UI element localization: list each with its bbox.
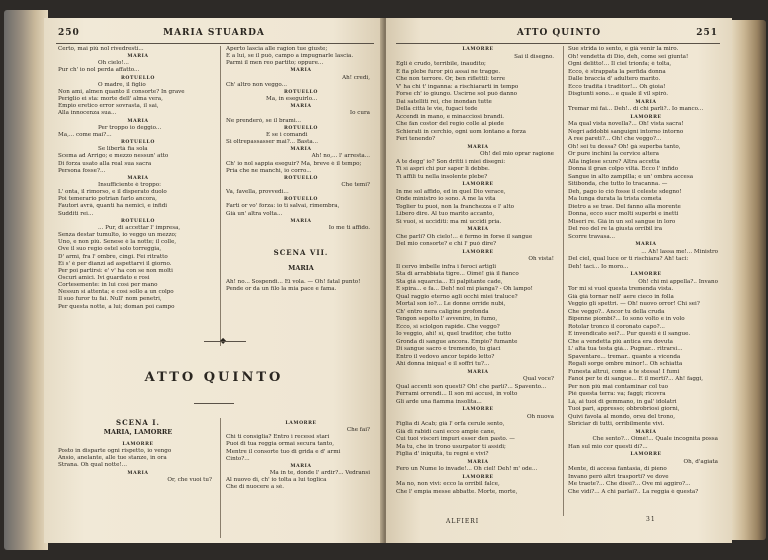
- verse-line: Ah! no... Sospendi... Ei vola. — Oh! fatal punto!: [226, 279, 361, 285]
- verse-line: E a lui, se il può, campo a impugnarle lascia.: [226, 53, 354, 60]
- verse-line: Certo, mai più nol rivedresti...: [58, 46, 144, 52]
- verse-line: Aperto lascia alle ragion tue giuste;: [226, 46, 328, 52]
- verse-line: Tengon sepolto l' avvenire, in fumo,: [396, 316, 498, 322]
- verse-line: Oscuri amici. Ivi guardato e rosi: [58, 275, 150, 281]
- right-column-1: [396, 46, 560, 496]
- speaker-name: LAMORRE: [630, 114, 662, 120]
- verse-line: Io me ti affido.: [328, 224, 370, 231]
- verse-line: Già di rabidi cani ecco ampie cane,: [396, 428, 496, 435]
- verse-line: Ahi donna iniqua! e il soffri tu?...: [396, 361, 490, 367]
- verse-line: Gronda di sangue ancora. Empio? fumante: [396, 338, 518, 345]
- verse-line: Sta di arrabbiata tigre... Oimè! già il fianco: [396, 271, 519, 277]
- verse-line: V' ha chi t' inganna: a rischiararti in tempo: [396, 83, 519, 90]
- speaker-name: MARIA: [290, 104, 312, 110]
- scene-title: SCENA I.: [116, 418, 160, 427]
- scene-1-lines-col2: [226, 420, 376, 492]
- verse-line: Accendi in mano, e minacciosi brandi.: [396, 113, 505, 120]
- verse-line: Oh! chi mi appella?.. Invano: [638, 278, 718, 285]
- header-rule: [396, 43, 720, 44]
- verse-line: Chi ti consiglia? Entro i recessi stari: [226, 434, 330, 441]
- verse-line: Sue strida io sento, e già venir la miro.: [568, 46, 679, 52]
- verse-line: Ei s' è per dianzi ad aspettarvi il giorno.: [58, 260, 172, 267]
- verse-line: Di forza usato alla real sua sacra: [58, 160, 152, 167]
- verse-line: Oh, d'agiata: [683, 458, 718, 465]
- speaker-name: ROTUELLO: [120, 75, 155, 81]
- verse-line: Oh vista!: [528, 256, 554, 262]
- verse-line: Bipenne piombi?... Io sono volto e in volo: [568, 316, 685, 322]
- verse-line: Va, favella, provvedi...: [226, 189, 289, 196]
- verse-line: Si oltrepassasser mai?... Basta...: [226, 139, 319, 146]
- verse-line: Or pure inchini la cervice altera: [568, 151, 659, 157]
- speaker-name: LAMORRE: [630, 272, 662, 277]
- verse-line: Mortal son io?... Le donne orride nubi,: [396, 301, 506, 307]
- verse-line: Che vidi?... A chi parlai?.. La reggia è questa?: [568, 488, 699, 495]
- verse-line: L' alta tua testa già... Pugnar... ritrarsi...: [568, 346, 683, 352]
- verse-line: Il suo furor tu fai. Null' nom penetri,: [58, 296, 162, 303]
- verse-line: Gli arde una fiamma insolita...: [396, 398, 482, 405]
- verse-line: Forse ch' io giungo. Uscirne sol può danno: [396, 91, 518, 97]
- verse-line: Fero un Nume lo invade!... Oh ciel! Deh! m' ode...: [396, 466, 538, 472]
- verse-line: Ma,... come mai?...: [58, 131, 112, 138]
- verse-line: Strana. Oh qual notte!...: [58, 462, 127, 469]
- verse-line: ... Pur, di accettar l' impresa,: [98, 224, 181, 231]
- verse-line: Che non terrore. Or, ben riflettil: terre: [396, 76, 506, 82]
- verse-line: Or, che vuoi tu?: [167, 476, 212, 483]
- verse-line: Ove il suo regio ostel solo torreggia,: [58, 246, 162, 253]
- verse-line: Ti sì aspri chi pur saper li debbe.: [396, 166, 490, 172]
- verse-line: Del reo del re la giusta orribil ira: [568, 226, 663, 232]
- verse-line: Sitibonda, che tutto lo tracanna. —: [568, 181, 668, 187]
- verse-line: Empio eretico error sovrasta, il sai,: [58, 103, 159, 110]
- book-edge-right: [730, 20, 766, 540]
- scene-title: SCENA VII.: [273, 248, 329, 257]
- left-column-2: [226, 46, 376, 232]
- scene-cast: MARIA, LAMORRE: [103, 428, 173, 436]
- verse-line: Parmi il men reo partito; oppure...: [226, 60, 324, 67]
- verse-line: Qual voce?: [522, 376, 554, 382]
- left-column-1: [58, 46, 218, 311]
- right-page-header: [386, 28, 732, 42]
- speaker-name: LAMORRE: [122, 442, 154, 447]
- verse-line: Già un' altra volta...: [226, 210, 283, 217]
- speaker-name: LAMORRE: [462, 182, 494, 187]
- verse-line: Invano però altri trasporti? ve dove: [568, 473, 669, 480]
- verse-line: Sbriciar di tutti, orribilmente vivi.: [568, 421, 665, 427]
- verse-line: L' onta, il rimorso, e il disperato duolo: [58, 189, 167, 196]
- verse-line: Qual raggio eterno agli occhi miei traluce?: [396, 293, 518, 300]
- scene-speaker: MARIA: [288, 264, 314, 272]
- book-edge-left: [4, 10, 48, 550]
- verse-line: Rotolar tronco il coronato capo?...: [568, 323, 665, 330]
- running-title: MARIA STUARDA: [163, 28, 265, 38]
- verse-line: Cui tuoi visceri impuri esser den pasto. —: [396, 436, 515, 442]
- verse-line: Mentre il consorte tuo di grida e d' armi: [226, 448, 341, 455]
- verse-line: A ree pareti?... Oh! che veggo?...: [568, 136, 662, 142]
- speaker-name: MARIA: [635, 429, 657, 435]
- running-title: ATTO QUINTO: [516, 28, 602, 38]
- verse-line: Oh! vendetta di Dio, deh, come sei giunta!: [568, 53, 689, 60]
- verse-line: Per non più mai contaminar col tuo: [568, 383, 669, 390]
- verse-line: Che fan costor del regio colle al piede: [396, 121, 504, 127]
- verse-line: Sudditi rei...: [58, 210, 94, 217]
- verse-line: Regali sorge ombre minor!.. Oh schiatta: [568, 361, 683, 367]
- verse-line: Sangue in alto zampilla; e un' ombra accesa: [568, 173, 694, 180]
- verse-line: Tor mi si vuol questa tremenda vista.: [568, 286, 674, 292]
- verse-line: Ma lunga durata la trista cometa: [568, 196, 662, 202]
- verse-line: Io cura: [349, 110, 370, 117]
- verse-line: Mente, di accesa fantasia, di pieno: [568, 466, 667, 472]
- verse-line: E fia plebe furor più assai ne tragge.: [396, 68, 501, 75]
- verse-line: Ansio, anelante, alle tue stanze, in ora: [58, 455, 167, 462]
- verse-line: Fanoi per te di sangue... E il merti?... Ah! faggi,: [568, 376, 704, 382]
- verse-line: Ch' altro non veggo...: [226, 81, 287, 88]
- verse-line: E spira... e fa... Deh! nol mi pianga? - Oh lampo!: [396, 286, 533, 292]
- verse-line: Ma no, non vivi: ecco la orribil falce,: [396, 481, 500, 487]
- speaker-name: MARIA: [290, 147, 312, 153]
- scene-1-lines: [58, 441, 218, 484]
- verse-line: Che parli? Oh cielo!... è fermo in forse il sangue: [396, 233, 533, 240]
- speaker-name: LAMORRE: [462, 407, 494, 412]
- verse-line: Non ami, almen quanto il consorte? In grave: [58, 88, 185, 95]
- verse-line: Donna il gran colpo viltà. Ecco l' infido: [568, 166, 679, 172]
- verse-line: Ch' entro nera caligine profonda: [396, 308, 489, 315]
- verse-line: Che fai?: [346, 427, 370, 434]
- speaker-name: MARIA: [467, 459, 489, 465]
- speaker-name: MARIA: [467, 369, 489, 375]
- verse-line: Deh, pago io ciò fosse il celeste sdegno!: [568, 188, 682, 195]
- verse-line: Figlia di Acab; già l' orfa cerule sento,: [396, 421, 505, 427]
- verse-line: Cinto?...: [226, 455, 250, 462]
- right-page: [386, 18, 732, 543]
- speaker-name: LAMORRE: [285, 421, 317, 426]
- verse-line: Che di nuocere a sè.: [226, 484, 284, 491]
- speaker-name: MARIA: [635, 99, 657, 105]
- verse-line: Sta già squarcia... Ei palpitante cade,: [396, 278, 503, 285]
- verse-line: Che sento?... Oimè!... Quale incognita possa: [592, 436, 718, 442]
- act-rule: [194, 403, 234, 404]
- verse-line: Che veggo?.. Ancor tu della cruda: [568, 308, 665, 315]
- speaker-name: MARIA: [127, 175, 149, 181]
- verse-line: Libero dire. Al tuo marito accanto,: [396, 211, 495, 217]
- verse-line: Ah! no,... l' arresta...: [311, 153, 370, 160]
- verse-line: Onde ministro io sono. A me la vita: [396, 196, 496, 202]
- verse-line: O madre, il figlio: [98, 81, 146, 88]
- verse-line: Periglio ei sta: morte dell' alma vera,: [58, 96, 163, 103]
- verse-line: Dai satelliti rei, che inondan tutte: [396, 98, 492, 105]
- verse-line: Per troppo io deggio...: [98, 124, 162, 131]
- speaker-name: ROTUELLO: [283, 197, 318, 203]
- verse-line: Puoi di tua reggia ormai secura tanto,: [226, 441, 334, 448]
- column-divider: [563, 46, 564, 516]
- verse-line: Sai il disegno.: [514, 53, 554, 60]
- verse-line: Senza destar tumulto, io veggo un mezzo;: [58, 232, 177, 239]
- verse-line: Dalle braccia d' adultero marito.: [568, 76, 661, 82]
- verse-line: Che a vendetta più antica era dovuta: [568, 338, 674, 345]
- page-number: 250: [58, 28, 80, 38]
- verse-line: Pur ch' io nol perda affatto...: [58, 67, 140, 74]
- verse-line: Tuoi pari, appresso; obbrobriosi giorni,: [568, 406, 680, 412]
- verse-line: Per poi partirsi: e' v' ha con se non molti: [58, 267, 173, 274]
- verse-line: Oh! del mio oprar ragione: [480, 151, 554, 157]
- speaker-name: MARIA: [467, 227, 489, 232]
- verse-line: Oh! sei tu dessa? Oh! gà superba tanto,: [568, 143, 681, 150]
- speaker-name: LAMORRE: [462, 249, 494, 255]
- verse-line: Ma, in eseguirlo...: [266, 96, 318, 103]
- verse-line: A te degg' io? Son dritti i miei disegni:: [396, 158, 506, 165]
- verse-line: Che l' empia messe abbatte. Morte, morte,: [396, 488, 518, 495]
- verse-line: Uno, e non più. Senese è la notte; il colle,: [58, 239, 177, 246]
- verse-line: D' armi, fra l' ombre, cingi. Fei ritratto: [58, 253, 168, 260]
- verse-line: Fautori avrà, quanti ha nemici, e infidi: [58, 203, 168, 210]
- verse-line: ... Ah! lassa me!... Ministro: [641, 248, 718, 255]
- verse-line: Del ciel, qual luce or ti rischiara? Ah! taci:: [568, 256, 689, 262]
- speaker-name: LAMORRE: [462, 474, 494, 480]
- verse-line: Ferrami orrendi... Il son mi accusi, in volto: [396, 391, 518, 397]
- act-title: ATTO QUINTO: [144, 370, 284, 385]
- speaker-name: MARIA: [127, 54, 149, 60]
- verse-line: Insufficiente è troppo:: [98, 181, 162, 188]
- verse-line: Deh! taci... Io moro...: [568, 263, 629, 270]
- footer-author: ALFIERI: [446, 518, 480, 525]
- verse-line: Di sangue sacro e tremendo, tu giaci: [396, 346, 501, 352]
- verse-line: Pria che ne manchi, io corro...: [226, 167, 312, 174]
- speaker-name: ROTUELLO: [283, 89, 318, 95]
- verse-line: Disgiunti sono... e quale il vil spirò.: [568, 91, 669, 97]
- verse-line: Spaventare... tremar.. quante a vicenda: [568, 353, 681, 360]
- speaker-name: MARIA: [290, 68, 312, 74]
- verse-line: Me traete?... Che dissi?... Ove mi aggiro?...: [568, 481, 691, 487]
- verse-line: Ne prenderò, se il brami...: [226, 117, 301, 124]
- verse-line: In me sol affido, ed in quel Dio verace,: [396, 188, 506, 195]
- verse-line: E invendicato sei?... Pur questi è il sangue.: [568, 331, 691, 337]
- verse-line: Egli è crudo, terribile, inaudito;: [396, 61, 486, 67]
- verse-line: Veggio gli spettri. — Oh! nuovo orror! Chi sei?: [568, 301, 700, 307]
- verse-line: Toglier tu puoi, non la franchezza e l' alto: [396, 203, 515, 210]
- speaker-name: LAMORRE: [462, 47, 494, 52]
- verse-line: Della città le vie, fugaci tede: [396, 106, 478, 112]
- speaker-name: MARIA: [467, 144, 489, 150]
- speaker-name: ROTUELLO: [283, 175, 318, 181]
- verse-line: Donna, ecco sucr molti superbi e inetti: [568, 211, 679, 217]
- column-divider: [220, 46, 221, 346]
- verse-line: E se i comandi: [266, 131, 308, 138]
- ornament-rule: [204, 341, 246, 342]
- verse-line: Già già tornar nell' aere cieco in folla: [568, 293, 674, 300]
- verse-line: Qual accenti son questi? Oh! che parli?... Spavento...: [396, 383, 547, 390]
- verse-line: Cortesemente: in lui così per mano: [58, 282, 158, 289]
- verse-line: Pende or da un filo la mia pace e fama.: [226, 286, 337, 293]
- speaker-name: MARIA: [127, 470, 149, 476]
- verse-line: Là, ai tuoi di gemmano, in gal' idolatri: [568, 398, 677, 405]
- verse-line: Entro il vedovo ancor tepido letto?: [396, 353, 495, 360]
- verse-line: Oh cielo!...: [98, 60, 129, 67]
- verse-line: Se libertà fia sola: [98, 146, 148, 153]
- verse-line: Sì vuoi, sì ucciditi: ma mi uccidi pria.: [396, 218, 502, 225]
- verse-line: Alla inglese scure? Altra accetta: [568, 158, 660, 165]
- verse-line: Funesta altrui, come a te stessa! I fumi: [568, 368, 680, 375]
- verse-line: Oh nuova: [526, 413, 554, 420]
- verse-line: Ecco tradita i traditor!... Oh gioia!: [568, 83, 666, 90]
- verse-line: Persona fosse?...: [58, 167, 106, 174]
- verse-line: Scorre travasa...: [568, 233, 616, 240]
- scene-1: [58, 418, 218, 483]
- verse-line: Ecco, si sciolgon rapide. Che veggo?: [396, 323, 500, 330]
- verse-line: Al nuovo dì, ch' io tolta a lui toglica: [226, 477, 327, 484]
- verse-line: Schierati in cerchio, ogni uom lontano a forza: [396, 128, 526, 135]
- speaker-name: ROTUELLO: [283, 125, 318, 131]
- verse-line: Ogni delitto!... Il ciel trionfa; è tolta,: [568, 61, 672, 67]
- verse-line: Ma tu, che in trono usurpator ti assidi;: [396, 443, 506, 450]
- page-number: 251: [696, 28, 718, 38]
- speaker-name: ROTUELLO: [120, 140, 155, 146]
- speaker-name: MARIA: [290, 463, 312, 469]
- speaker-name: MARIA: [127, 118, 149, 124]
- speaker-name: LAMORRE: [630, 452, 662, 457]
- verse-line: Ecco, è strappata la perfida donna: [568, 68, 666, 75]
- verse-line: Quivi favola al mondo, orsu del trono,: [568, 413, 676, 420]
- header-rule: [56, 43, 374, 44]
- speaker-name: ROTUELLO: [120, 218, 155, 224]
- verse-line: Io veggio, ahi! sì, quel traditor, che tutto: [396, 331, 512, 337]
- verse-line: Del mio consorte? e chi l' può dire?: [396, 241, 497, 247]
- footer-signature: 31: [646, 516, 656, 523]
- verse-line: Nessun si attenta; e così sollo a un colpo: [58, 289, 174, 296]
- verse-line: Han sul mio cor questi di?...: [568, 443, 648, 450]
- verse-line: Ti affili tu nella insolente plebe?: [396, 173, 488, 180]
- left-page-header: [44, 28, 384, 42]
- verse-line: Ch' io nol sappia eseguir? Ma, breve è il tempo;: [226, 160, 362, 167]
- verse-line: Per questa notte, a lui; doman poi campo: [58, 303, 175, 310]
- verse-line: Figlia d' iniquità, tu regni e vivi?: [396, 451, 489, 457]
- verse-line: Feri tenendo?: [396, 136, 436, 142]
- verse-line: Che temi?: [341, 181, 370, 188]
- verse-line: Ah! credi,: [342, 74, 370, 81]
- left-page: [44, 18, 384, 543]
- verse-line: Negri addobbi sanguigni intorno intorno: [568, 128, 684, 135]
- verse-line: Ma in te, donde l' ardir?... Vedransi: [269, 470, 370, 477]
- speaker-name: MARIA: [290, 218, 312, 224]
- verse-line: Poi temerario potrian farlo ancora,: [58, 196, 157, 203]
- verse-line: Tremar mi fai... Deh!.. di chi parli?.. Io manco...: [568, 106, 704, 112]
- verse-line: Piè questa terra: va; faggi; ricovra: [568, 391, 666, 397]
- verse-line: Ma qual vista novella?... Oh! vista sacra!: [568, 121, 684, 127]
- verse-line: Farti or vo' forza: io ti salvai, rimembra,: [226, 203, 340, 210]
- verse-line: Alla innocenza sua...: [58, 110, 117, 117]
- column-divider: [220, 418, 221, 538]
- verse-line: Scema ad Arrigo; e mezzo nessun' atto: [58, 153, 169, 160]
- verse-line: Dietro a se trae. Del fanno alla morente: [568, 203, 681, 210]
- verse-line: Miseri re. Già in un sol sangue in loro: [568, 218, 676, 225]
- scene-7: [226, 248, 376, 293]
- verse-line: Posto in disparte ogni rispetto, io vengo: [58, 448, 172, 455]
- scene-7-lines: [226, 279, 376, 293]
- speaker-name: MARIA: [635, 242, 657, 247]
- verse-line: Il cervo imbelle infra i feroci artigli: [396, 263, 496, 270]
- right-column-2: [568, 46, 724, 496]
